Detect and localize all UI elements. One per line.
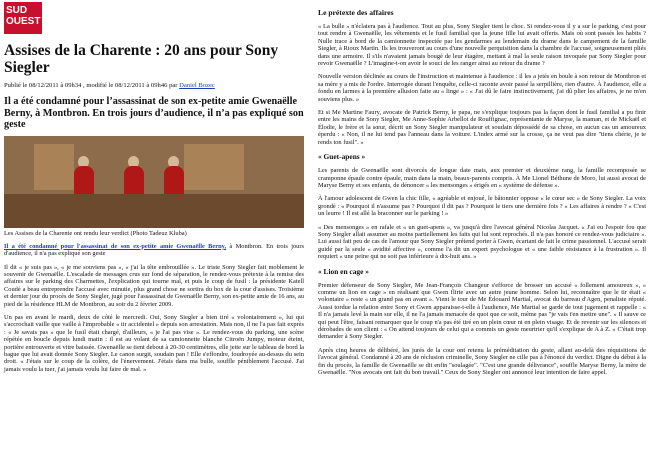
photo-figure: [164, 166, 184, 196]
logo-line1: SUD: [6, 5, 28, 16]
intro-paragraph: [4, 243, 304, 258]
sud-ouest-logo[interactable]: [4, 2, 42, 34]
left-column: [4, 2, 304, 379]
right-paragraph-3: Les parents de Gwenaëlle sont divorcés de longue date mais, aux premier et deuxième rang, la famille recomposée se cramponne épaule contre épaule, main dans la main, beaux-parents compris. À Me Lionel Béthune de Moro, lui aussi avocat de Maryse Berny et ses enfants, de dénoncer « les mensonges » érigés en « système de défense ».: [318, 167, 646, 189]
article-meta: [4, 82, 304, 89]
photo-panel: [184, 144, 244, 190]
section-title-lion-en-cage: « Lion en cage »: [318, 266, 369, 276]
article-lead: Il a été condamné pour l’assassinat de son ex-petite amie Gwenaëlle Berny, à Montbron. En trois jours d’audience, il n’a pas expliqué son geste: [4, 96, 304, 131]
right-paragraph-1: « La bulle » n'éclatera pas à l'audience. Tout au plus, Sony Siegler tient le choc. Si rendez-vous il y a sur le parking, c'est pour tout rendre à Gwenaëlle, les vêtements et le fusil familial que la jeune fille lui avait offerts. Mais où sont passés les habits ? Nulle trace à bord de la camionnette inspectée par les gendarmes au lendemain du drame dans le campement de la famille Siegler, à Rioux Martin. Ils les trouveront au cours d'une nouvelle perquisition dans la chambre de l'accusé, soigneusement pliés dans une armoire. Il s'ils n'avaient jamais bougé de leur étagère, mettant à mal la seule raison invoquée par Sony Siegler pour revoir Gwenaëlle ? L'imagine-t-on avoir le souci de les ranger ainsi au retour du drame ?: [318, 23, 646, 68]
section-title-guet-apens: « Guet-apens »: [318, 152, 366, 162]
right-paragraph-2: Et si Me Martine Faury, avocate de Patrick Berny, le papa, ne s'explique toujours pas la façon dont le fusil familial a pu finir entre les mains de Sony Siegler, Me Anne-Sophie Arbellot de Rouffignac, représentante de Maryse, la maman, et de Mickaël et Élodie, le frère et la sœur, décrit un Sony Siegler manipulateur et soudain dépossédé de sa chose, en aucun cas un amoureux éperdu : « Non, il ne lui tend pas l'anneau dans la voiture. L'index armé sur la crosse, ça ne veut pas dire "tiens chérie, je te rends ton fusil". »: [318, 109, 646, 146]
publish-info: Publié le 08/12/2011 à 09h34 , modifié le 08/12/2011 à 09h46 par: [4, 82, 178, 89]
right-paragraph-3c: « Des mensonges » en rafale et « un guet-apens », va jusqu'à dire l'avocat général Nicolas Jacquet. « J'ai eu l'espoir fou que Sony Siegler allait assumer au moins partiellement les faits qui lui sont reprochés. Il n'a pas honoré ce rendez-vous judiciaire ». Lui aussi fait peu de cas de l'amour que Sony Siegler prétend porter à Gwen, écartant de fait le crime passionnel. L'accusé serait guidé par la seule « avidité affective », comme l'a dit un expert psychologue et « une faible résistance à la frustration ». Il requiert « une peine qui ne soit pas inférieure à dix-huit ans. »: [318, 223, 646, 261]
courtroom-photo: [4, 136, 304, 228]
right-paragraph-1b: Nouvelle version déclinée au cours de l'instruction et maintenue à l'audience : il les a jetés en boule à son retour de Montbron et sa mère y a mis de l'ordre. Interrogée durant l'enquête, celle-ci raconte avoir passé la serpillière, rien d'autre. À l'audience, elle a fondu en larmes à la première allusion faite au « linge » : « J'ai dû le faire instinctivement, j'ai dû plier les affaires, je ne m'en souviens plus. »: [318, 73, 646, 103]
intro-text: à Montbron. En trois jours d'audience, il n'a pas expliqué son geste: [4, 242, 304, 258]
body-paragraph-2: Un pas en avant le mardi, deux de côté le mercredi. Oui, Sony Siegler a bien tiré « volontairement », lui qui s'accrochait vaille que vaille à l'improbable « tir accidentel » depuis son arrestation. Mais non, il ne l'a pas fait exprès : « Je savais pas » que le fusil était chargé, d'ailleurs, « je l'ai pas vise ». Le rendez-vous du parking, une scène répétée en boucle depuis lundi matin : il est au volant de sa camionnette blanche Citroën Jumpy, moteur éteint, portière entrouverte et vitre baissée. Gwenaëlle se tient debout à 20-30 centimètres, elle jette sur le tableau de bord la bague que lui avait donnée Sony Siegler. Le canon surgit, soudain pan ! Elle s'effondre, foudroyée au-dessus du sein droit. « J'étais sur le coup de la colère, de l'énervement. J'étais dans ma bulle, souffle péniblement l'accusé. J'ai jamais voulu la tuer, j'ai jamais voulu lui faire de mal. »: [4, 314, 304, 373]
body-paragraph-1: Il dit « je suis pas », « je me souviens pas », « j'ai la tête embrouillée ». Le triste Sony Siegler fait moblement le souvenir de Gwenaëlle. L'escalade de messages crus sur fond de séparation, le rendez-vous prétexte à la remise des affaires sur le parking des Charmettes, l'explication qui tourne mal, et puis le coup de fusil : la présidente Katell Coudé a beau entreprendre l'accusé avec minutie, plus grand chose ne sortira du box de la cour d'assises. Troisième et dernier jour du procès de Sony Siegler, jugé pour l'assassinat de Gwenaëlle Berny, son ex-petite amie de 16 ans, au pied de la résidence HLM de Montbron, au soir du 2 février 2009.: [4, 263, 304, 308]
photo-figure: [124, 166, 144, 196]
author-link[interactable]: Daniel Bozec: [179, 82, 215, 89]
photo-caption: Les Assises de la Charente ont rendu leur verdict (Photo Tadeuz Kluba): [4, 229, 187, 237]
right-paragraph-4: Premier défenseur de Sony Siegler, Me Jean-François Changeur s'efforce de brosser un accusé « follement amoureux », « comme un lion en cage » en réalisant que Gwen flirte avec un autre jeune homme. Selon lui, reconnaître que le tir était « volontaire » reste « un grand pas en avant ». Vient le tour de Me Édouard Martial, avocat du barreau d'Agen, penaliste réputé. Aussi tordue la relation entre Sony et Gwen apparaisse-t-elle à l'audience, Me Martial se garde de tout jugement et rappelle : « Il n'a jamais levé la main sur elle, il ne l'a jamais menacée de quoi que ce soit, même pas "je vais t'en mettre une". » Il sauve ce qui peut l'être, faisant remarquer que le coup n'a pas été tiré en un plein cœur ni en plein visage. Et de revenir sur les silences et dérobades de son client : « On attend toujours de celui qui a commis un geste meurtrier qu'il s'explique de A à Z. » C'était trop demander à Sony Siegler.: [318, 281, 646, 341]
right-paragraph-5: Après cinq heures de délibéré, les jurés de la cour ont retenu la préméditation du geste, allant au-delà des réquisitions de l'avocat général. Condamné à 20 ans de réclusion criminelle, Sony Siegler ne cille pas à l'énoncé du verdict. Digne du début à la fin du procès, la famille de Gwenaëlle se dit enfin "soulagée". "C'est une grande délivrance", souffle Maryse Berny, la mère de Gwenaëlle. "Nos avocats ont fait du bon travail." Ceux de Sony Siegler ont annoncé leur intention de faire appel.: [318, 346, 646, 377]
intro-link[interactable]: Il a été condamné pour l'assassinat de son ex-petite amie Gwenaëlle Berny,: [4, 242, 227, 250]
right-column: [318, 2, 646, 382]
article-title: Assises de la Charente : 20 ans pour Sony Siegler: [4, 42, 279, 76]
section-title-pretexte: Le prétexte des affaires: [318, 8, 394, 17]
right-paragraph-3b: À l'amour adolescent de Gwen la chic fille, « agréable et enjoué, le bâtonnier oppose « le cœur sec » de Sony Siegler. La voix grondé : « Pourquoi il n'assume pas ? Pourquoi il dit pas ? Pourquoi le tiers une dernière fois ? « Les affaires à rendre ? « C'est un leurre ! Il est allé la braconner sur le parking ! »: [318, 195, 646, 218]
photo-panel: [34, 144, 74, 190]
logo-line2: OUEST: [6, 16, 41, 27]
photo-figure: [74, 166, 94, 196]
photo-desk: [4, 194, 304, 228]
